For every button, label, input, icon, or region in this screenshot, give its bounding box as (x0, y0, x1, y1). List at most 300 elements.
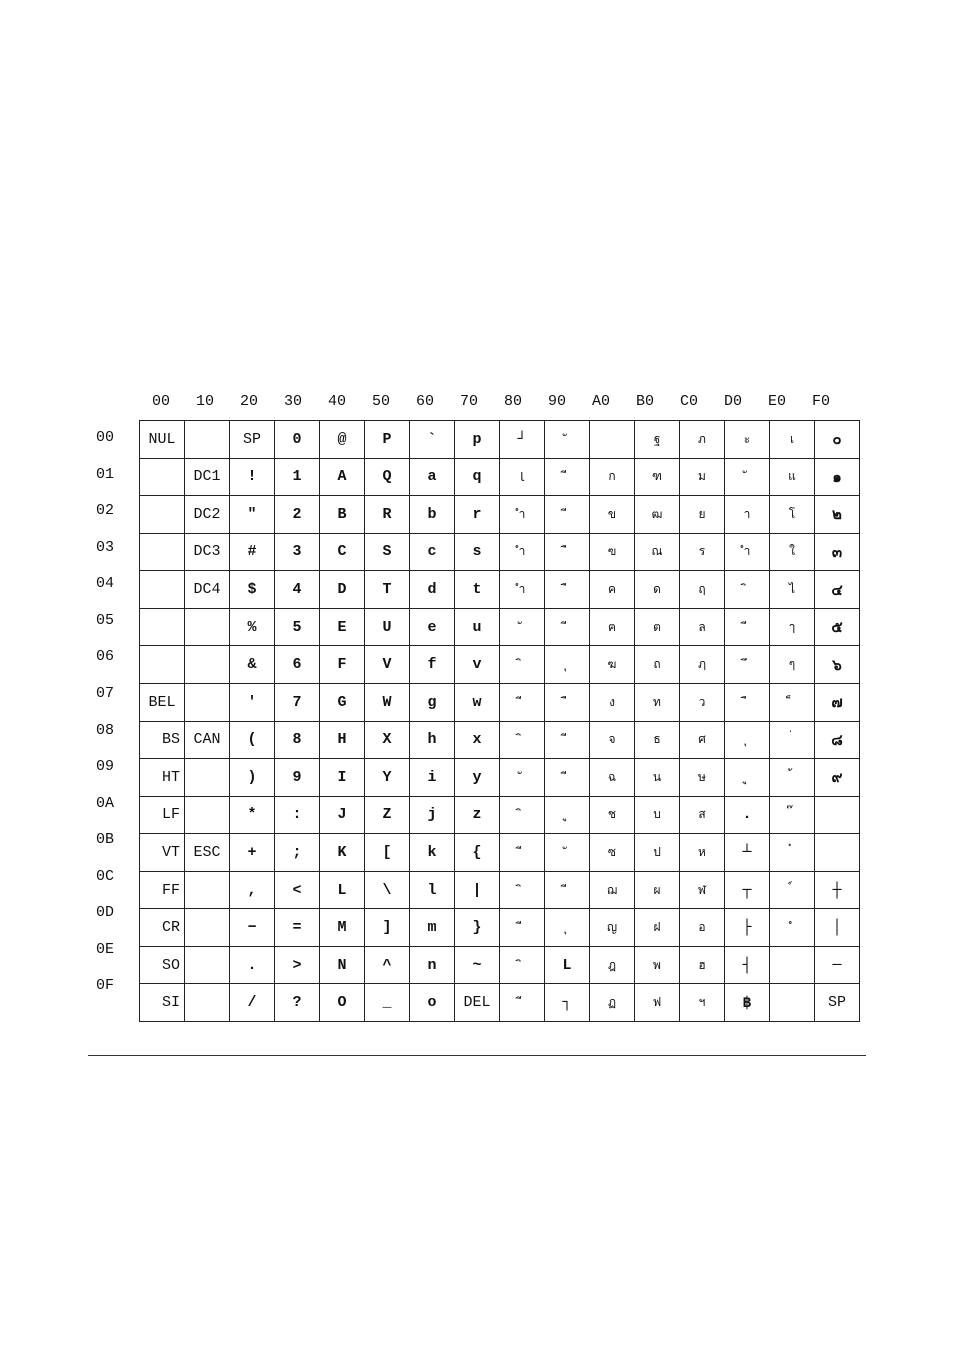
code-cell: y (455, 759, 500, 797)
code-cell: ๖ (815, 646, 860, 684)
column-header-b0: B0 (635, 393, 654, 410)
code-cell: u (455, 608, 500, 646)
code-cell: ๑ (815, 458, 860, 496)
code-cell: ๓ (815, 533, 860, 571)
code-cell: " (230, 496, 275, 534)
code-cell: ณ (635, 533, 680, 571)
code-cell: โ (770, 496, 815, 534)
table-row (140, 458, 860, 496)
code-cell: ค (590, 571, 635, 609)
table-row (140, 533, 860, 571)
code-cell: 6 (275, 646, 320, 684)
code-cell: v (455, 646, 500, 684)
code-cell: ๗ (815, 683, 860, 721)
code-cell: @ (320, 421, 365, 459)
code-cell (185, 646, 230, 684)
code-table-body (140, 421, 860, 1022)
table-row (140, 871, 860, 909)
code-cell: ถ (635, 646, 680, 684)
code-cell: W (365, 683, 410, 721)
code-cell (725, 608, 770, 646)
row-header-01: 01 (96, 465, 115, 483)
table-row (140, 721, 860, 759)
code-cell: CAN (185, 721, 230, 759)
code-cell: D (320, 571, 365, 609)
code-cell: P (365, 421, 410, 459)
code-cell: ไ (770, 571, 815, 609)
code-cell: ^ (365, 946, 410, 984)
row-header-04: 04 (96, 575, 115, 593)
code-cell (140, 533, 185, 571)
code-cell: r (455, 496, 500, 534)
code-cell: SI (140, 984, 185, 1022)
code-cell: DC2 (185, 496, 230, 534)
code-cell (545, 533, 590, 571)
code-cell (815, 834, 860, 872)
code-cell (500, 796, 545, 834)
code-cell: ฑ (635, 458, 680, 496)
code-cell (500, 759, 545, 797)
code-cell: ๔ (815, 571, 860, 609)
code-cell: z (455, 796, 500, 834)
row-header-03: 03 (96, 538, 115, 556)
code-cell (500, 946, 545, 984)
code-cell (815, 796, 860, 834)
horizontal-rule (88, 1055, 866, 1056)
row-header-02: 02 (96, 502, 115, 520)
code-cell: ┴ (725, 834, 770, 872)
code-cell (545, 646, 590, 684)
code-cell: ┘ (500, 421, 545, 459)
code-cell: ฟ (635, 984, 680, 1022)
column-header-d0: D0 (723, 393, 742, 410)
code-cell: 3 (275, 533, 320, 571)
row-header-0d: 0D (96, 904, 115, 922)
code-cell (770, 759, 815, 797)
code-cell: ฅ (590, 608, 635, 646)
code-cell: [ (365, 834, 410, 872)
code-cell: ' (230, 683, 275, 721)
table-row (140, 946, 860, 984)
table-row (140, 571, 860, 609)
code-cell: ห (680, 834, 725, 872)
column-header-50: 50 (371, 393, 390, 410)
code-cell: ~ (455, 946, 500, 984)
code-cell: 2 (275, 496, 320, 534)
column-header-30: 30 (283, 393, 302, 410)
code-cell: 7 (275, 683, 320, 721)
code-cell: ฝ (635, 909, 680, 947)
code-cell: G (320, 683, 365, 721)
code-cell: ญ (590, 909, 635, 947)
code-cell (500, 834, 545, 872)
code-cell: DC4 (185, 571, 230, 609)
code-cell: ฐ (635, 421, 680, 459)
code-cell: X (365, 721, 410, 759)
code-cell: พ (635, 946, 680, 984)
code-cell (185, 683, 230, 721)
code-cell (140, 608, 185, 646)
code-cell: _ (365, 984, 410, 1022)
code-cell (185, 946, 230, 984)
code-cell: F (320, 646, 365, 684)
column-header-row (139, 390, 843, 414)
code-cell: t (455, 571, 500, 609)
code-cell: p (455, 421, 500, 459)
code-cell: SP (230, 421, 275, 459)
table-row (140, 796, 860, 834)
code-cell: N (320, 946, 365, 984)
code-cell (140, 571, 185, 609)
table-row (140, 984, 860, 1022)
code-cell: ธ (635, 721, 680, 759)
code-cell (725, 458, 770, 496)
code-cell (725, 571, 770, 609)
code-cell: SP (815, 984, 860, 1022)
code-cell: > (275, 946, 320, 984)
code-cell: j (410, 796, 455, 834)
column-header-20: 20 (239, 393, 258, 410)
code-cell: c (410, 533, 455, 571)
code-cell: i (410, 759, 455, 797)
code-cell: ส (680, 796, 725, 834)
code-cell: % (230, 608, 275, 646)
table-row (140, 421, 860, 459)
code-cell: f (410, 646, 455, 684)
code-cell: BEL (140, 683, 185, 721)
code-cell: = (275, 909, 320, 947)
code-cell: B (320, 496, 365, 534)
column-header-70: 70 (459, 393, 478, 410)
code-cell: า (725, 496, 770, 534)
code-cell: J (320, 796, 365, 834)
code-cell: BS (140, 721, 185, 759)
code-cell (545, 458, 590, 496)
code-cell (185, 871, 230, 909)
code-cell: ม (680, 458, 725, 496)
code-cell: ﺎ (500, 458, 545, 496)
code-cell: ๕ (815, 608, 860, 646)
code-cell (140, 496, 185, 534)
code-cell: ข (590, 496, 635, 534)
code-cell (770, 721, 815, 759)
code-cell (545, 909, 590, 947)
code-cell (770, 796, 815, 834)
row-header-06: 06 (96, 648, 115, 666)
code-cell: ร (680, 533, 725, 571)
code-cell: L (320, 871, 365, 909)
code-cell: ! (230, 458, 275, 496)
code-cell: น (635, 759, 680, 797)
code-cell (185, 421, 230, 459)
code-cell (545, 571, 590, 609)
code-cell: ล (680, 608, 725, 646)
code-cell: / (230, 984, 275, 1022)
code-cell: I (320, 759, 365, 797)
code-cell: E (320, 608, 365, 646)
code-cell: ฎ (590, 946, 635, 984)
code-cell: | (455, 871, 500, 909)
code-cell: ะ (725, 421, 770, 459)
code-cell: 9 (275, 759, 320, 797)
code-cell: ; (275, 834, 320, 872)
code-cell: ศ (680, 721, 725, 759)
code-cell: VT (140, 834, 185, 872)
code-cell: ESC (185, 834, 230, 872)
code-cell: b (410, 496, 455, 534)
code-cell: ? (275, 984, 320, 1022)
code-cell (770, 984, 815, 1022)
code-cell: ฿ (725, 984, 770, 1022)
code-cell: A (320, 458, 365, 496)
code-cell: ฉ (590, 759, 635, 797)
code-cell: แ (770, 458, 815, 496)
row-header-05: 05 (96, 611, 115, 629)
code-cell: HT (140, 759, 185, 797)
code-cell: 8 (275, 721, 320, 759)
row-header-0c: 0C (96, 867, 115, 885)
table-row (140, 834, 860, 872)
code-cell: ฒ (635, 496, 680, 534)
code-cell (185, 759, 230, 797)
code-cell: ─ (815, 946, 860, 984)
code-cell: ( (230, 721, 275, 759)
code-cell: { (455, 834, 500, 872)
column-header-c0: C0 (679, 393, 698, 410)
code-cell (185, 909, 230, 947)
table-row (140, 909, 860, 947)
code-cell: < (275, 871, 320, 909)
code-cell: SO (140, 946, 185, 984)
code-cell: * (230, 796, 275, 834)
column-header-f0: F0 (811, 393, 830, 410)
column-header-00: 00 (151, 393, 170, 410)
code-cell: q (455, 458, 500, 496)
code-cell: ำ (725, 533, 770, 571)
code-cell (545, 683, 590, 721)
code-cell: ฯ (680, 984, 725, 1022)
column-header-60: 60 (415, 393, 434, 410)
code-cell: จ (590, 721, 635, 759)
code-cell: CR (140, 909, 185, 947)
code-cell: ด (635, 571, 680, 609)
code-cell (545, 834, 590, 872)
code-cell: } (455, 909, 500, 947)
row-header-08: 08 (96, 721, 115, 739)
code-cell: บ (635, 796, 680, 834)
code-cell: ) (230, 759, 275, 797)
table-row (140, 683, 860, 721)
code-cell: ] (365, 909, 410, 947)
row-header-07: 07 (96, 684, 115, 702)
code-cell: DC1 (185, 458, 230, 496)
code-cell (770, 871, 815, 909)
code-cell: ┼ (815, 871, 860, 909)
row-header-0b: 0B (96, 831, 115, 849)
character-code-table (139, 420, 860, 1022)
code-cell (545, 421, 590, 459)
code-cell: Y (365, 759, 410, 797)
code-cell: \ (365, 871, 410, 909)
code-cell: ย (680, 496, 725, 534)
code-cell (545, 496, 590, 534)
code-cell: + (230, 834, 275, 872)
code-cell (725, 646, 770, 684)
code-cell: LF (140, 796, 185, 834)
code-cell: ต (635, 608, 680, 646)
code-cell: ฌ (590, 871, 635, 909)
code-cell: ` (410, 421, 455, 459)
code-cell (500, 683, 545, 721)
table-row (140, 759, 860, 797)
code-cell: FF (140, 871, 185, 909)
row-header-0e: 0E (96, 940, 115, 958)
code-cell: o (410, 984, 455, 1022)
code-cell: ๙ (815, 759, 860, 797)
column-header-10: 10 (195, 393, 214, 410)
code-cell: g (410, 683, 455, 721)
code-cell (185, 796, 230, 834)
code-cell: ๘ (815, 721, 860, 759)
code-cell: h (410, 721, 455, 759)
code-cell: ┤ (725, 946, 770, 984)
code-cell: C (320, 533, 365, 571)
table-row (140, 496, 860, 534)
code-cell (140, 458, 185, 496)
code-cell: อ (680, 909, 725, 947)
code-cell: w (455, 683, 500, 721)
code-cell: − (230, 909, 275, 947)
code-cell (725, 683, 770, 721)
code-cell (500, 721, 545, 759)
column-header-e0: E0 (767, 393, 786, 410)
code-cell: ำ (500, 571, 545, 609)
code-cell: V (365, 646, 410, 684)
code-cell: ๐ (815, 421, 860, 459)
code-cell: 0 (275, 421, 320, 459)
table-row (140, 608, 860, 646)
code-cell: U (365, 608, 410, 646)
code-cell: ฮ (680, 946, 725, 984)
row-header-00: 00 (96, 429, 115, 446)
code-cell: ป (635, 834, 680, 872)
code-cell: ผ (635, 871, 680, 909)
code-cell: ├ (725, 909, 770, 947)
code-cell (590, 421, 635, 459)
code-cell: . (230, 946, 275, 984)
code-cell: e (410, 608, 455, 646)
code-cell (500, 984, 545, 1022)
column-header-90: 90 (547, 393, 566, 410)
code-cell (770, 683, 815, 721)
code-cell: H (320, 721, 365, 759)
code-cell: ว (680, 683, 725, 721)
code-cell (725, 759, 770, 797)
code-cell: 4 (275, 571, 320, 609)
code-cell (770, 946, 815, 984)
code-cell: d (410, 571, 455, 609)
table-row (140, 646, 860, 684)
code-cell (140, 646, 185, 684)
code-cell (545, 796, 590, 834)
code-cell: # (230, 533, 275, 571)
code-cell (500, 909, 545, 947)
code-cell: , (230, 871, 275, 909)
code-cell: ษ (680, 759, 725, 797)
code-cell: DC3 (185, 533, 230, 571)
code-cell: O (320, 984, 365, 1022)
code-cell: ำ (500, 533, 545, 571)
code-cell: ๆ (770, 646, 815, 684)
code-cell: เ (770, 421, 815, 459)
code-cell: ฃ (590, 533, 635, 571)
code-cell (770, 909, 815, 947)
code-cell: Z (365, 796, 410, 834)
code-cell (725, 721, 770, 759)
code-cell: ง (590, 683, 635, 721)
code-cell (500, 646, 545, 684)
code-cell: ฦ (680, 646, 725, 684)
code-cell: l (410, 871, 455, 909)
code-cell: s (455, 533, 500, 571)
code-cell (500, 871, 545, 909)
code-cell: 5 (275, 608, 320, 646)
code-cell: ┐ (545, 984, 590, 1022)
code-cell (185, 608, 230, 646)
code-cell: ┬ (725, 871, 770, 909)
column-header-a0: A0 (591, 393, 610, 410)
code-cell: ฏ (590, 984, 635, 1022)
code-cell (545, 608, 590, 646)
code-cell: : (275, 796, 320, 834)
code-cell: T (365, 571, 410, 609)
code-cell (770, 834, 815, 872)
row-header-0f: 0F (96, 977, 115, 995)
code-cell (185, 984, 230, 1022)
code-cell: DEL (455, 984, 500, 1022)
code-cell: a (410, 458, 455, 496)
code-cell (545, 871, 590, 909)
code-cell: ฆ (590, 646, 635, 684)
code-cell: ๅ (770, 608, 815, 646)
code-cell: k (410, 834, 455, 872)
code-cell (545, 721, 590, 759)
code-cell: S (365, 533, 410, 571)
code-cell: x (455, 721, 500, 759)
column-header-40: 40 (327, 393, 346, 410)
code-cell: ท (635, 683, 680, 721)
row-header-09: 09 (96, 758, 115, 776)
code-cell: R (365, 496, 410, 534)
column-header-80: 80 (503, 393, 522, 410)
code-cell: K (320, 834, 365, 872)
code-cell: . (725, 796, 770, 834)
code-cell: ก (590, 458, 635, 496)
code-cell: ๒ (815, 496, 860, 534)
code-cell (500, 608, 545, 646)
code-cell: ช (590, 796, 635, 834)
code-cell: m (410, 909, 455, 947)
code-cell: $ (230, 571, 275, 609)
code-cell: NUL (140, 421, 185, 459)
code-cell: n (410, 946, 455, 984)
code-cell: ฬ (680, 871, 725, 909)
code-cell: ฤ (680, 571, 725, 609)
row-header-column (96, 420, 136, 1005)
code-cell: & (230, 646, 275, 684)
code-cell: Q (365, 458, 410, 496)
code-cell: │ (815, 909, 860, 947)
